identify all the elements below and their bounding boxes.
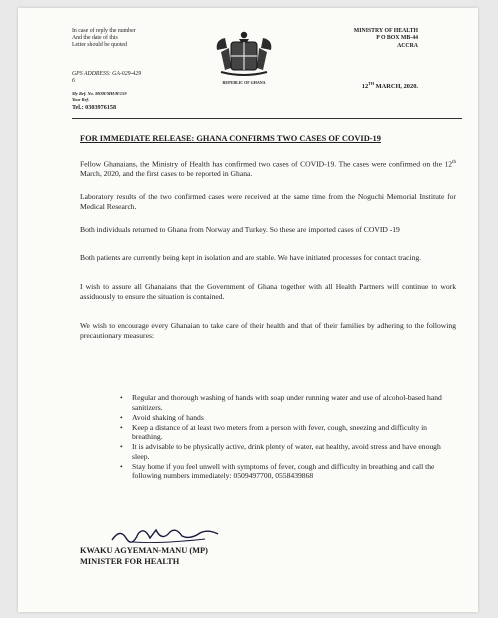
signatory-block bbox=[80, 546, 208, 567]
list-item: • It is advisable to be physically active, drink plenty of water, eat healthy, avoid stress and have enough sleep. bbox=[118, 442, 456, 461]
list-item: • Stay home if you feel unwell with symptoms of fever, cough and difficulty in breathing and call the following numbers immediately: 0509497700, 0558439868 bbox=[118, 462, 456, 481]
paragraph-assurance: I wish to assure all Ghanaians that the Government of Ghana together with all Health Partners will continue to work assiduously to ensure the situation is contained. bbox=[80, 282, 456, 301]
gps-address-line: GPS ADDRESS: GA-029-429 bbox=[72, 71, 142, 77]
press-release-page bbox=[18, 8, 478, 612]
precautionary-measures-list bbox=[118, 393, 456, 481]
date-month-year: MARCH, 2020. bbox=[373, 83, 418, 91]
header-divider bbox=[72, 118, 462, 119]
paragraph-lab-results: Laboratory results of the two confirmed cases were received at the same time from the Noguchi Memorial Institute for Medical Research. bbox=[80, 192, 456, 211]
reply-instructions bbox=[72, 28, 202, 48]
p1-text: Fellow Ghanaians, the Ministry of Health has confirmed two cases of COVID-19. The cases were confirmed on the 12 bbox=[80, 159, 453, 169]
p1-sup: th bbox=[452, 160, 456, 165]
list-item: • Keep a distance of at least two meters from a person with fever, cough, sneezing and difficulty in breathing. bbox=[118, 423, 456, 442]
paragraph-isolation: Both patients are currently being kept in isolation and are stable. We have initiated processes for contact tracing. bbox=[80, 253, 422, 262]
date-suffix: TH bbox=[368, 81, 374, 86]
your-ref: Your Ref. bbox=[72, 97, 90, 102]
paragraph-precautions: We wish to encourage every Ghanaian to take care of their health and that of their families by adhering to the following precautionary measures: bbox=[80, 321, 456, 340]
gps-address-suffix: 6 bbox=[72, 77, 75, 84]
ministry-name: MINISTRY OF HEALTH bbox=[353, 28, 418, 34]
list-item: • Avoid shaking of hands bbox=[118, 413, 456, 423]
crest-caption: REPUBLIC OF GHANA bbox=[222, 80, 266, 85]
my-ref: My Ref. No. MOH/MH/H/159 bbox=[72, 91, 127, 96]
signatory-name: KWAKU AGYEMAN-MANU (MP) bbox=[80, 546, 208, 555]
list-item: • Regular and thorough washing of hands with soap under running water and use of alcohol-based hand sanitizers. bbox=[118, 393, 456, 412]
telephone: Tel.: 0303976158 bbox=[72, 104, 117, 111]
p1-text-end: March, 2020, and the first cases to be reported in Ghana. bbox=[80, 169, 253, 179]
ministry-address bbox=[354, 28, 418, 50]
ministry-po-box: P O BOX MB-44 bbox=[376, 35, 418, 42]
paragraph-confirmation bbox=[80, 158, 456, 179]
gps-address bbox=[72, 71, 141, 85]
reply-line: In case of reply the number bbox=[72, 28, 136, 34]
date-day: 12 bbox=[361, 83, 369, 91]
paragraph-imported-cases: Both individuals returned to Ghana from Norway and Turkey. So these are imported cases of COVID -19 bbox=[80, 225, 400, 234]
reply-line: Letter should be quoted bbox=[72, 41, 127, 48]
signatory-position: MINISTER FOR HEALTH bbox=[80, 556, 180, 566]
letter-date bbox=[362, 81, 418, 90]
ministry-city: ACCRA bbox=[397, 42, 418, 49]
signature bbox=[110, 524, 220, 546]
press-release-title: FOR IMMEDIATE RELEASE: GHANA CONFIRMS TWO CASES OF COVID-19 bbox=[80, 134, 381, 143]
ghana-coat-of-arms-icon bbox=[211, 30, 277, 78]
reply-line: And the date of this bbox=[72, 34, 118, 41]
